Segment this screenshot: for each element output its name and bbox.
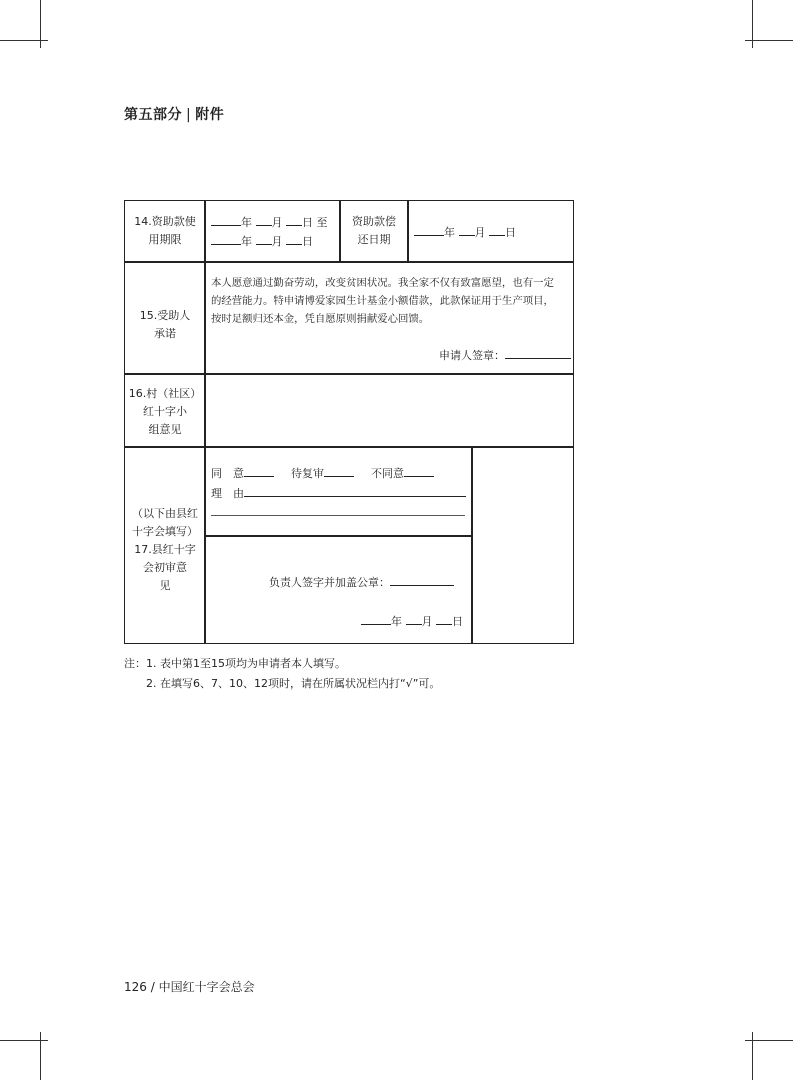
repayment-label-line2: 还日期 bbox=[357, 233, 391, 246]
reason-blank[interactable] bbox=[244, 484, 466, 497]
month-text: 月 bbox=[474, 226, 486, 239]
application-form-table bbox=[124, 200, 574, 644]
agree-label: 同 意 bbox=[211, 467, 244, 480]
row17-label-line3: 17.县红十字 bbox=[134, 543, 196, 556]
column-divider bbox=[471, 446, 473, 643]
month-text: 月 bbox=[271, 235, 283, 248]
signature-label: 申请人签章： bbox=[439, 349, 505, 362]
disagree-blank[interactable] bbox=[404, 464, 434, 477]
row-divider bbox=[125, 446, 573, 448]
applicant-signature bbox=[439, 346, 571, 364]
row17-label-line5: 见 bbox=[159, 579, 171, 592]
year-text: 年 bbox=[241, 216, 252, 229]
promise-line: 按时足额归还本金，凭自愿原则捐献爱心回馈。 bbox=[211, 313, 430, 325]
year-text: 年 bbox=[241, 235, 252, 248]
year-text: 年 bbox=[391, 615, 402, 628]
review-options bbox=[211, 464, 434, 482]
section-title: 附件 bbox=[195, 107, 225, 123]
disagree-label: 不同意 bbox=[371, 467, 404, 480]
month-blank[interactable] bbox=[256, 213, 272, 226]
repayment-date bbox=[414, 223, 516, 241]
note-2: 2. 在填写6、7、10、12项时，请在所属状况栏内打“√”可。 bbox=[146, 677, 441, 690]
month-text: 月 bbox=[271, 216, 283, 229]
month-text: 月 bbox=[421, 615, 433, 628]
row17-label-line1: （以下由县红 bbox=[132, 507, 198, 520]
to-text: 至 bbox=[316, 216, 328, 229]
promise-text bbox=[211, 274, 554, 328]
day-text: 日 bbox=[505, 226, 516, 239]
day-text: 日 bbox=[302, 216, 313, 229]
crop-mark bbox=[0, 40, 48, 41]
day-blank[interactable] bbox=[286, 232, 302, 245]
loan-period-end bbox=[211, 232, 313, 250]
row16-label-line3: 组意见 bbox=[148, 423, 182, 436]
promise-line: 的经营能力。特申请博爱家园生计基金小额借款，此款保证用于生产项目， bbox=[211, 295, 554, 307]
note-line-1 bbox=[124, 654, 440, 674]
row17-label-line2: 十字会填写） bbox=[132, 525, 198, 538]
row17-label-line4: 会初审意 bbox=[143, 561, 187, 574]
row15-label-line2: 承诺 bbox=[154, 327, 176, 340]
day-blank[interactable] bbox=[489, 223, 505, 236]
repayment-label-line1: 资助款偿 bbox=[352, 215, 396, 228]
year-blank[interactable] bbox=[361, 612, 391, 625]
part-title: 第五部分 bbox=[124, 107, 182, 123]
pending-blank[interactable] bbox=[324, 464, 354, 477]
day-text: 日 bbox=[452, 615, 463, 628]
responsible-signature-label: 负责人签字并加盖公章： bbox=[269, 576, 390, 589]
note-line-2 bbox=[124, 674, 440, 694]
reason-line[interactable] bbox=[211, 515, 465, 516]
note-1: 1. 表中第1至15项均为申请者本人填写。 bbox=[146, 657, 346, 670]
row-divider bbox=[125, 261, 573, 263]
loan-period-start bbox=[211, 213, 328, 231]
row15-label-line1: 15.受助人 bbox=[139, 309, 191, 322]
agree-blank[interactable] bbox=[244, 464, 274, 477]
year-blank[interactable] bbox=[211, 232, 241, 245]
year-blank[interactable] bbox=[211, 213, 241, 226]
review-date bbox=[361, 612, 463, 630]
day-text: 日 bbox=[302, 235, 313, 248]
column-divider bbox=[407, 201, 409, 261]
notes-prefix: 注： bbox=[124, 657, 146, 670]
form-notes bbox=[124, 654, 440, 694]
page-footer: 126 / 中国红十字会总会 bbox=[124, 980, 255, 994]
reason-label: 理 由 bbox=[211, 487, 244, 500]
month-blank[interactable] bbox=[459, 223, 475, 236]
month-blank[interactable] bbox=[256, 232, 272, 245]
responsible-signature-blank[interactable] bbox=[390, 573, 454, 586]
row14-label bbox=[129, 213, 201, 249]
row17-label bbox=[125, 505, 205, 595]
day-blank[interactable] bbox=[286, 213, 302, 226]
row14-label-line1: 14.资助款使 bbox=[134, 215, 196, 228]
row15-label bbox=[129, 307, 201, 343]
signature-blank[interactable] bbox=[505, 346, 571, 359]
responsible-signature bbox=[269, 573, 454, 591]
row16-label-line1: 16.村（社区） bbox=[128, 387, 202, 400]
year-blank[interactable] bbox=[414, 223, 444, 236]
header-separator: | bbox=[186, 107, 192, 123]
row-divider bbox=[205, 535, 471, 537]
crop-mark bbox=[0, 1040, 48, 1041]
year-text: 年 bbox=[444, 226, 455, 239]
crop-mark bbox=[745, 40, 793, 41]
row-divider bbox=[125, 373, 573, 375]
row14-label-line2: 用期限 bbox=[148, 233, 182, 246]
month-blank[interactable] bbox=[406, 612, 422, 625]
crop-mark bbox=[745, 1040, 793, 1041]
reason-row bbox=[211, 484, 466, 502]
repayment-date-label bbox=[341, 213, 407, 249]
row16-label-line2: 红十字小 bbox=[143, 405, 187, 418]
pending-label: 待复审 bbox=[291, 467, 324, 480]
promise-line: 本人愿意通过勤奋劳动，改变贫困状况。我全家不仅有致富愿望，也有一定 bbox=[211, 277, 554, 289]
page-header bbox=[124, 104, 224, 124]
day-blank[interactable] bbox=[436, 612, 452, 625]
row16-label bbox=[125, 385, 205, 439]
